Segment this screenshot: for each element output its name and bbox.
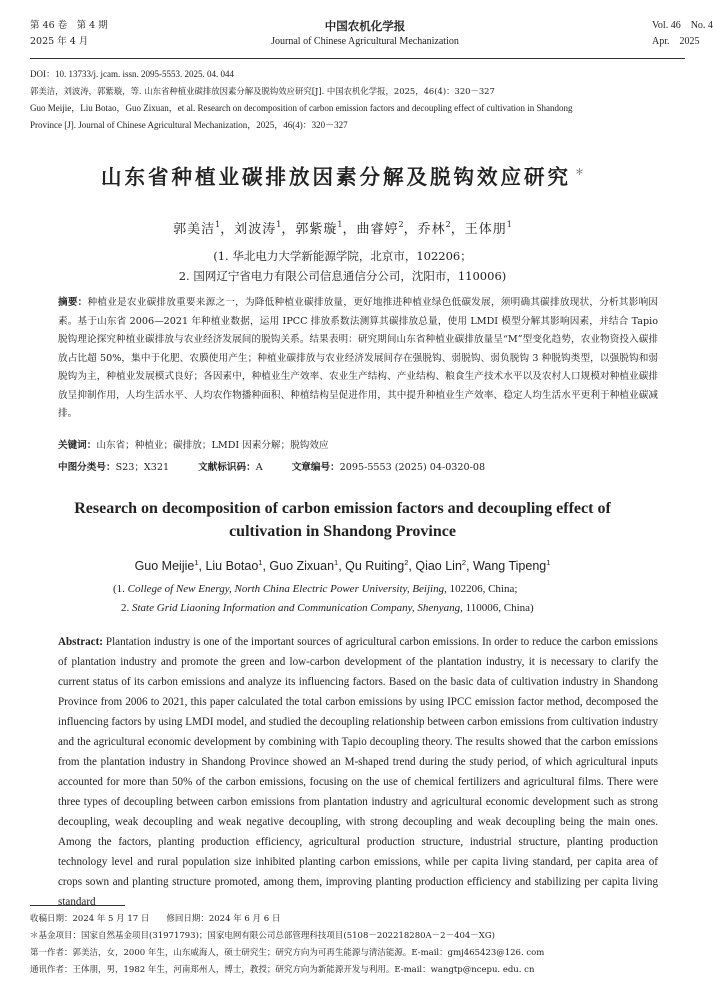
- en-author-affiliation-mark: 1: [194, 558, 199, 567]
- received-dates: 收稿日期：2024 年 5 月 17 日 修回日期：2024 年 6 月 6 日: [30, 914, 281, 924]
- en-author-affiliation-mark: 1: [334, 558, 339, 567]
- abstract-cn-label: 摘要：: [58, 297, 88, 308]
- cn-author-affiliation-mark: 2: [445, 220, 451, 229]
- corresponding-author-note: 通讯作者：王体朋，男，1982 年生，河南郑州人，博士，教授；研究方向为新能源开发与利用。E-mail：wangtp@ncepu. edu. cn: [30, 965, 535, 975]
- abstract-en: [58, 632, 658, 912]
- en-author-affiliation-mark: 1: [258, 558, 263, 567]
- fund-footnote-mark: ＊: [574, 168, 584, 178]
- author-list-en: Guo Meijie$^1$, Liu Botao$^1$, Guo Zixuan$^1$, Qu Ruiting$^2$, Qiao Lin$^2$, Wang Tipeng$^1$: [134, 558, 551, 573]
- volume-cn: 第 46 卷 第 4 期: [30, 20, 108, 31]
- affiliation-en-2: [121, 602, 534, 614]
- article-title-cn: [0, 160, 685, 190]
- title-en-line-1: Research on decomposition of carbon emission factors and decoupling effect of: [74, 500, 611, 517]
- issue-info-cn: [30, 18, 108, 50]
- title-cn-text: 山东省种植业碳排放因素分解及脱钩效应研究: [100, 165, 571, 189]
- author-list-cn: 郭美洁$^1$，刘波涛$^1$，郭紫璇$^1$，曲睿婷$^2$，乔林$^2$，王体朋$^1$: [173, 220, 512, 237]
- en-author-affiliation-mark: 2: [461, 558, 467, 567]
- journal-name-cn: 中国农机化学报: [324, 19, 406, 33]
- en-author-affiliation-mark: 1: [546, 558, 551, 567]
- cn-author-affiliation-mark: 1: [215, 220, 221, 229]
- affiliation-en-2-institution: State Grid Liaoning Information and Communication Company, Shenyang: [132, 602, 461, 614]
- abstract-en-text: Plantation industry is one of the important sources of agricultural carbon emissions. In order to reduce the carbon emissions of plantation industry and promote the green and low-carbon development of the plantation industry, it is necessary to clarify the current status of its carbon emissions and analyze its influencing factors. Based on the basic data of cultivation industry in Shandong Province from 2006 to 2021, this paper calculated the total carbon emissions by using IPCC emission factor method, decomposed the influencing factors by using LMDI model, and studied the decoupling relationship between carbon emissions from cultivation industry and the agricultural economic development by combining with Tapio decoupling theory. The results showed that the carbon emissions from the plantation industry in Shandong Province showed an M-shaped trend during the study period, of which agricultural inputs accounted for more than 50% of the carbon emissions, focusing on the use of chemical fertilizers and agricultural films. There were three types of decoupling between carbon emissions from plantation industry and agricultural economic development such as strong decoupling, weak decoupling and weak negative decoupling, with strong decoupling and weak decoupling being the main ones. Among the factors, planting production efficiency, agricultural production structure, industrial structure, planting production technology level and rural population size inhibited planting carbon emissions, while per capita living standard, per capita area of crops sown and planting structure promoted, among them, improving planting production efficiency and stabilizing per capita living standard: [58, 636, 658, 908]
- abstract-en-label: Abstract:: [58, 636, 103, 648]
- article-no-label: 文章编号：: [291, 462, 340, 473]
- article-no-value: 2095-5553 (2025) 04-0320-08: [339, 462, 486, 473]
- en-author-name: Qiao Lin: [415, 559, 462, 573]
- header-divider: [30, 58, 685, 59]
- footnote-divider: [30, 905, 125, 906]
- clc-label: 中图分类号：: [58, 462, 116, 473]
- footnotes: [30, 911, 685, 979]
- classification-line: [58, 459, 658, 473]
- affiliation-en-2-suffix: , 110006, China): [460, 602, 534, 614]
- cn-author-name: 郭美洁: [173, 222, 216, 237]
- title-en-line-2: cultivation in Shandong Province: [229, 523, 456, 540]
- cn-author-name: 乔林: [417, 222, 446, 237]
- abstract-cn: [58, 294, 658, 424]
- en-author-name: Wang Tipeng: [473, 559, 547, 573]
- abstract-cn-text: 种植业是农业碳排放重要来源之一，为降低种植业碳排放量，更好地推进种植业绿色低碳发展，须明确其碳排放现状，分析其影响因素。基于山东省 2006—2021 年种植业数据，运用 IPCC 排放系数法测算其碳排放总量，使用 LMDI 模型分解其影响因素，并结合 Tapio 脱钩理论探究种植业碳排放与农业经济发展间的脱钩关系。结果表明：研究期间山东省种植业碳排放量呈“M”型变化趋势，农业物资投入碳排放占比超 50%，集中于化肥、农膜使用产生；种植业碳排放与农业经济发展间存在强脱钩、弱脱钩、弱负脱钩 3 种脱钩类型，以强脱钩和弱脱钩为主，种植业发展模式良好；各因素中，种植业生产效率、农业生产结构、产业结构、粮食生产技术水平以及农村人口规模对种植业碳排放呈抑制作用，人均生活水平、人均农作物播种面积、种植结构呈促进作用，其中提升种植业生产效率、稳定人均生活水平更利于种植业碳减排。: [58, 297, 659, 419]
- doi-line: DOI：10. 13733/j. jcam. issn. 2095-5553. 2025. 04. 044: [30, 69, 234, 79]
- cn-author-name: 王体朋: [464, 222, 507, 237]
- cn-author-affiliation-mark: 1: [337, 220, 343, 229]
- first-author-note: 第一作者：郭美洁，女，2000 年生，山东威海人，硕士研究生；研究方向为可再生能源与清洁能源。E-mail：gmj465423@126. com: [30, 948, 545, 958]
- keywords-cn: [58, 437, 658, 451]
- fund-note: ＊基金项目：国家自然基金项目(31971793)；国家电网有限公司总部管理科技项目(5108－202218280A－2－404－XG): [30, 931, 495, 941]
- cn-author-affiliation-mark: 1: [276, 220, 282, 229]
- cn-author-name: 郭紫璇: [295, 222, 338, 237]
- affiliation-cn-1: (1. 华北电力大学新能源学院，北京市，102206；: [213, 249, 472, 263]
- cn-author-name: 曲睿婷: [356, 222, 399, 237]
- en-author-name: Qu Ruiting: [345, 559, 405, 573]
- clc-value: S23；X321: [115, 462, 170, 473]
- running-header: [30, 18, 713, 58]
- affiliation-cn-2: 2. 国网辽宁省电力有限公司信息通信分公司，沈阳市，110006): [178, 269, 507, 283]
- citation-en-line-2: Province [J]. Journal of Chinese Agricultural Mechanization，2025，46(4)：320－327: [30, 120, 348, 130]
- volume-en: Vol. 46 No. 4: [652, 20, 713, 31]
- affiliation-en-2-prefix: 2.: [121, 602, 132, 614]
- keywords-cn-label: 关键词：: [58, 440, 97, 451]
- journal-name-en: Journal of Chinese Agricultural Mechanization: [271, 36, 459, 47]
- doc-code-value: A: [255, 462, 263, 473]
- article-title-en: [0, 497, 685, 543]
- doc-code-label: 文献标识码：: [198, 462, 256, 473]
- en-author-name: Guo Zixuan: [269, 559, 335, 573]
- affiliation-en-1-institution: College of New Energy, North China Electric Power University, Beijing: [127, 583, 445, 595]
- en-author-name: Guo Meijie: [134, 559, 195, 573]
- journal-name: [220, 18, 510, 50]
- keywords-cn-text: 山东省；种植业；碳排放；LMDI 因素分解；脱钩效应: [96, 440, 329, 451]
- affiliation-en-1: [113, 583, 517, 595]
- cn-author-name: 刘波涛: [234, 222, 277, 237]
- citation-block: [30, 66, 685, 134]
- issue-info-en: [652, 18, 713, 50]
- date-cn: 2025 年 4 月: [30, 36, 89, 47]
- cn-author-affiliation-mark: 2: [398, 220, 404, 229]
- cn-author-affiliation-mark: 1: [506, 220, 512, 229]
- date-en: Apr. 2025: [652, 36, 700, 47]
- citation-en-line-1: Guo Meijie，Liu Botao，Guo Zixuan，et al. Research on decomposition of carbon emission factors and decoupling effect of cultivation in Shandong: [30, 103, 573, 113]
- en-author-name: Liu Botao: [205, 559, 259, 573]
- affiliation-en-1-prefix: (1.: [113, 583, 128, 595]
- affiliation-en-1-suffix: , 102206, China;: [444, 583, 518, 595]
- citation-cn: 郭美洁，刘波涛，郭紫璇，等. 山东省种植业碳排放因素分解及脱钩效应研究[J]. 中国农机化学报，2025，46(4)：320－327: [30, 86, 495, 96]
- en-author-affiliation-mark: 2: [404, 558, 409, 567]
